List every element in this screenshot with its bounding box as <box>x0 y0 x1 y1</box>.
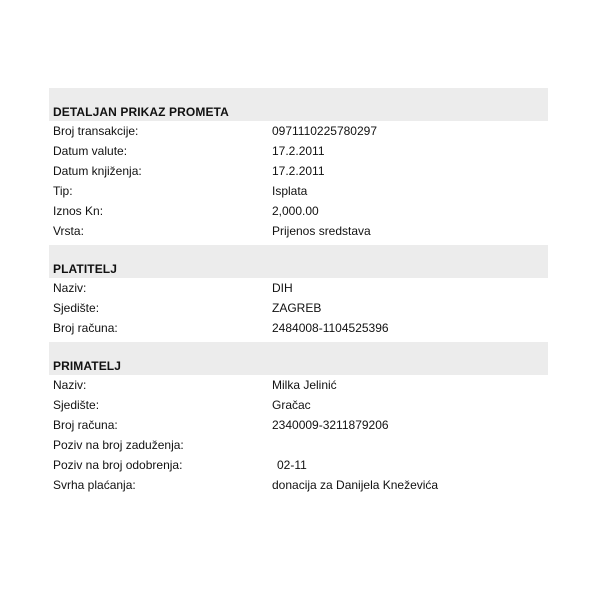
section-title: PRIMATELJ <box>53 359 122 373</box>
field-row-type <box>49 181 548 201</box>
field-label: Iznos Kn: <box>53 204 104 218</box>
field-value: donacija za Danijela Kneževića <box>272 478 439 492</box>
field-label: Broj računa: <box>53 321 118 335</box>
field-label: Sjedište: <box>53 398 100 412</box>
field-value: DIH <box>272 281 293 295</box>
section-recipient <box>49 342 548 495</box>
section-title: DETALJAN PRIKAZ PROMETA <box>53 105 229 119</box>
field-value: Gračac <box>272 398 311 412</box>
field-label: Broj transakcije: <box>53 124 139 138</box>
field-row-payment-purpose <box>49 475 548 495</box>
field-value: 2,000.00 <box>272 204 319 218</box>
field-row-credit-reference <box>49 455 548 475</box>
field-label: Sjedište: <box>53 301 100 315</box>
field-value: 17.2.2011 <box>272 164 325 178</box>
field-label: Datum valute: <box>53 144 128 158</box>
field-row-amount <box>49 201 548 221</box>
field-label: Naziv: <box>53 281 87 295</box>
field-value: Prijenos sredstava <box>272 224 371 238</box>
field-label: Vrsta: <box>53 224 84 238</box>
field-value: 2340009-3211879206 <box>272 418 389 432</box>
section-header <box>49 88 548 121</box>
field-row-recipient-name <box>49 375 548 395</box>
field-row-kind <box>49 221 548 241</box>
field-row-recipient-seat <box>49 395 548 415</box>
field-value: Milka Jelinić <box>272 378 337 392</box>
field-row-debit-reference <box>49 435 548 455</box>
field-row-payer-seat <box>49 298 548 318</box>
field-label: Broj računa: <box>53 418 118 432</box>
field-row-value-date <box>49 141 548 161</box>
field-value: 02-11 <box>277 458 307 472</box>
section-header <box>49 342 548 375</box>
field-value: 0971110225780297 <box>272 124 377 138</box>
field-label: Svrha plaćanja: <box>53 478 136 492</box>
field-row-payer-account <box>49 318 548 338</box>
field-label: Poziv na broj odobrenja: <box>53 458 183 472</box>
field-value: 2484008-1104525396 <box>272 321 389 335</box>
transaction-detail-document <box>49 88 548 495</box>
field-row-recipient-account <box>49 415 548 435</box>
field-value: 17.2.2011 <box>272 144 325 158</box>
field-value: Isplata <box>272 184 308 198</box>
field-label: Tip: <box>53 184 73 198</box>
section-payer <box>49 245 548 338</box>
field-label: Poziv na broj zaduženja: <box>53 438 184 452</box>
field-row-payer-name <box>49 278 548 298</box>
field-label: Naziv: <box>53 378 87 392</box>
field-label: Datum knjiženja: <box>53 164 142 178</box>
field-row-transaction-number <box>49 121 548 141</box>
section-header <box>49 245 548 278</box>
section-transaction-details <box>49 88 548 241</box>
field-row-booking-date <box>49 161 548 181</box>
field-value: ZAGREB <box>272 301 322 315</box>
section-title: PLATITELJ <box>53 262 118 276</box>
